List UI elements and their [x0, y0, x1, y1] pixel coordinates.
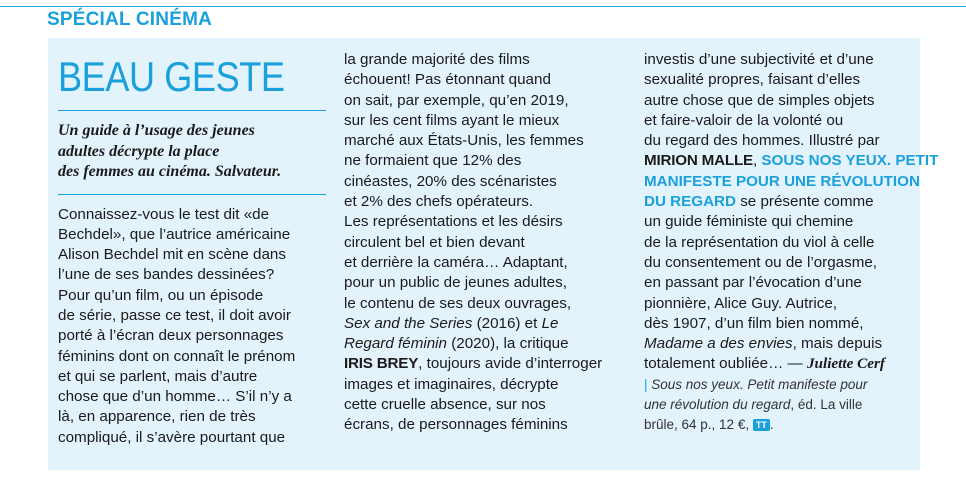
text-line: sur les cent films ayant le mieux — [344, 111, 560, 129]
reference-details: brûle, 64 p., 12 €, — [644, 416, 753, 432]
text-line: écrans, de personnages féminins — [344, 416, 568, 434]
article-panel — [48, 38, 939, 470]
text-line: pionnière, Alice Guy. Autrice, — [644, 294, 838, 312]
text-fragment: (2020), la critique — [447, 335, 569, 353]
text-line: l’une de ses bandes dessinées? — [58, 266, 275, 284]
standfirst-line: Un guide à l’usage des jeunes — [58, 122, 255, 139]
book-year: (2016) et — [472, 314, 542, 332]
author-name: IRIS BREY — [344, 355, 419, 373]
reference-title: Sous nos yeux. Petit manifeste pour — [651, 376, 868, 392]
text-line: et derrière la caméra… Adaptant, — [344, 253, 568, 271]
column-1-body — [58, 205, 328, 449]
text-line — [644, 172, 920, 192]
text-line: le contenu de ses deux ouvrages, — [344, 294, 572, 312]
text-line: porté à l’écran deux personnages — [58, 327, 284, 345]
text-fragment: , — [752, 152, 762, 170]
top-rule — [0, 6, 966, 7]
author-signature: Juliette Cerf — [806, 355, 885, 373]
text-line: investis d’une subjectivité et d’une — [644, 51, 874, 68]
text-line: Les représentations et les désirs — [344, 213, 563, 231]
column-3 — [644, 50, 939, 435]
text-line: cinéastes, 20% des scénaristes — [344, 172, 557, 190]
film-title: Madame a des envies — [644, 335, 793, 353]
text-line: féminins dont on connaît le prénom — [58, 347, 296, 365]
reference-line — [644, 375, 914, 395]
book-title: Le — [541, 314, 559, 332]
reference-title: une révolution du regard — [644, 396, 791, 412]
text-line: du consentement ou de l’orgasme, — [644, 253, 878, 271]
standfirst-line: adultes décrypte la place — [58, 142, 220, 160]
text-line: en passant par l’évocation d’une — [644, 274, 862, 292]
text-line: compliqué, il s’avère pourtant que — [58, 428, 286, 446]
text-line: Alison Bechdel mit en scène dans — [58, 246, 286, 264]
text-line: sexualité propres, faisant d’elles — [644, 71, 861, 89]
reference-publisher: , éd. La ville — [790, 396, 863, 412]
book-reference — [644, 375, 914, 435]
text-line: Bechdel», que l’autrice américaine — [58, 225, 291, 243]
text-line: de la représentation du viol à celle — [644, 233, 875, 251]
standfirst-rule — [58, 194, 326, 195]
column-2 — [344, 50, 634, 436]
text-line: autre chose que de simples objets — [644, 91, 875, 109]
text-line: de série, passe ce test, il doit avoir — [58, 306, 291, 324]
text-line — [344, 354, 634, 374]
illustrator-name: MIRION MALLE — [644, 152, 753, 170]
book-title: Sex and the Series — [344, 314, 473, 332]
reference-bar: | — [644, 376, 652, 392]
text-line: un guide féministe qui chemine — [644, 213, 854, 231]
book-title-highlight: SOUS NOS YEUX. PETIT — [761, 152, 939, 170]
section-rubric: SPÉCIAL CINÉMA — [47, 9, 213, 30]
text-line: du regard des hommes. Illustré par — [644, 132, 880, 150]
text-line: images et imaginaires, décrypte — [344, 375, 559, 393]
book-title-highlight: DU REGARD — [644, 193, 736, 211]
reference-end: . — [769, 416, 774, 432]
text-fragment: totalement oubliée… — — [644, 355, 807, 373]
text-line: dès 1907, d’un film bien nommé, — [644, 314, 864, 332]
text-line: chose que d’un homme… S’il n’y a — [58, 388, 292, 406]
text-line: échouent! Pas étonnant quand — [344, 71, 551, 89]
text-line: pour un public de jeunes adultes, — [344, 274, 567, 292]
text-line: et qui se parlent, mais d’autre — [58, 367, 258, 385]
text-fragment: , mais depuis — [792, 335, 883, 353]
text-line: on sait, par exemple, qu’en 2019, — [344, 91, 569, 109]
standfirst-line: des femmes au cinéma. Salvateur. — [58, 163, 282, 180]
text-line: circulent bel et bien devant — [344, 233, 525, 251]
text-line — [644, 354, 914, 374]
text-line — [344, 314, 634, 334]
text-line: ne formaient que 12% des — [344, 152, 522, 170]
standfirst — [58, 121, 328, 183]
reference-line — [644, 395, 914, 415]
text-line: là, en apparence, rien de très — [58, 408, 256, 426]
rating-badge: TT — [753, 419, 770, 431]
text-line: cette cruelle absence, sur nos — [344, 396, 546, 414]
text-line: la grande majorité des films — [344, 51, 530, 68]
reference-line — [644, 415, 914, 435]
text-line — [644, 334, 914, 354]
text-line — [644, 192, 914, 212]
title-rule — [58, 110, 326, 111]
book-title: Regard féminin — [344, 335, 447, 353]
text-line — [644, 151, 939, 171]
article-title: BEAU GESTE — [58, 53, 285, 100]
text-line: et faire-valoir de la volonté ou — [644, 111, 844, 129]
text-line: Pour qu’un film, ou un épisode — [58, 286, 264, 304]
text-fragment: , toujours avide d’interroger — [418, 355, 603, 373]
text-fragment: se présente comme — [735, 193, 874, 211]
book-title-highlight: MANIFESTE POUR UNE RÉVOLUTION — [644, 172, 920, 190]
text-line: et 2% des chefs opérateurs. — [344, 193, 534, 211]
text-line — [344, 334, 634, 354]
column-1 — [58, 38, 328, 448]
text-line: Connaissez-vous le test dit «de — [58, 205, 270, 223]
text-line: marché aux États-Unis, les femmes — [344, 132, 584, 150]
